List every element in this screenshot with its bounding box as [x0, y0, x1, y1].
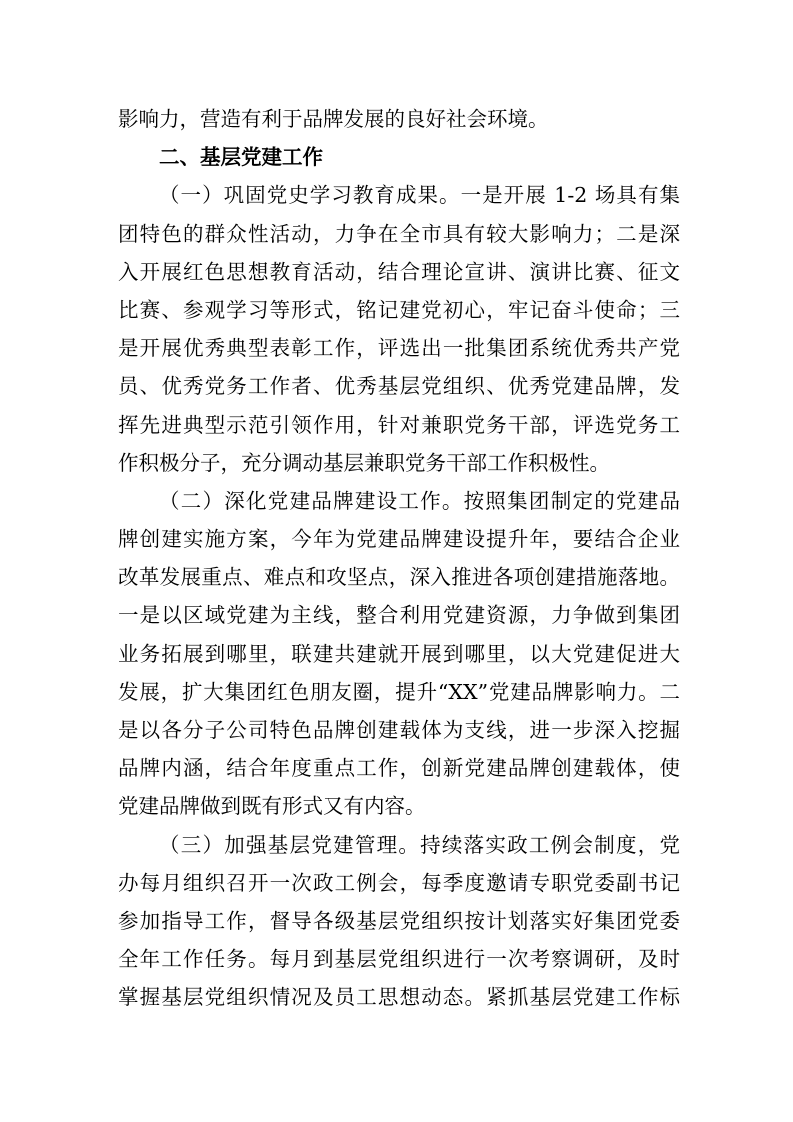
paragraph-line: 全年工作任务。每月到基层党组织进行一次考察调研，及时 [118, 947, 680, 972]
paragraph-consolidate-party-history [118, 176, 680, 482]
paragraph-line: 是开展优秀典型表彰工作，评选出一批集团系统优秀共产党 [118, 336, 680, 361]
continuation-line: 影响力，营造有利于品牌发展的良好社会环境。 [118, 107, 549, 131]
paragraph-line: 员、优秀党务工作者、优秀基层党组织、优秀党建品牌，发 [118, 374, 680, 399]
section-heading: 二、基层党建工作 [159, 145, 323, 170]
paragraph-line: 党建品牌做到既有形式又有内容。 [118, 794, 426, 819]
paragraph-line: 业务拓展到哪里，联建共建就开展到哪里，以大党建促进大 [118, 641, 680, 666]
paragraph-grassroots-management [118, 826, 680, 1017]
paragraph-line: 牌创建实施方案，今年为党建品牌建设提升年，要结合企业 [118, 527, 680, 552]
paragraph-brand-building [118, 482, 680, 826]
paragraph-line: 是以各分子公司特色品牌创建载体为支线，进一步深入挖掘 [118, 718, 680, 742]
paragraph-line: 办每月组织召开一次政工例会，每季度邀请专职党委副书记 [118, 870, 680, 895]
paragraph-line: 掌握基层党组织情况及员工思想动态。紧抓基层党建工作标 [118, 985, 680, 1010]
paragraph-line: （二）深化党建品牌建设工作。按照集团制定的党建品 [159, 488, 680, 513]
paragraph-line: 团特色的群众性活动，力争在全市具有较大影响力；二是深 [118, 221, 680, 246]
paragraph-line: 作积极分子，充分调动基层兼职党务干部工作积极性。 [118, 450, 610, 475]
paragraph-line: 一是以区域党建为主线，整合利用党建资源，力争做到集团 [118, 603, 680, 628]
paragraph-line: 比赛、参观学习等形式，铭记建党初心，牢记奋斗使命；三 [118, 297, 680, 322]
paragraph-line: （三）加强基层党建管理。持续落实政工例会制度，党 [159, 832, 680, 857]
paragraph-line: 品牌内涵，结合年度重点工作，创新党建品牌创建载体，使 [118, 756, 680, 781]
paragraph-line: 参加指导工作，督导各级基层党组织按计划落实好集团党委 [118, 908, 680, 933]
paragraph-line: 改革发展重点、难点和攻坚点，深入推进各项创建措施落地。 [118, 565, 680, 590]
paragraph-line: 挥先进典型示范引领作用，针对兼职党务干部，评选党务工 [118, 412, 680, 437]
document-body [118, 100, 680, 1017]
paragraph-line: （一）巩固党史学习教育成果。一是开展 1-2 场具有集 [159, 183, 680, 208]
paragraph-line: 入开展红色思想教育活动，结合理论宣讲、演讲比赛、征文 [118, 259, 680, 284]
paragraph-line: 发展，扩大集团红色朋友圈，提升“XX”党建品牌影响力。二 [118, 679, 680, 704]
